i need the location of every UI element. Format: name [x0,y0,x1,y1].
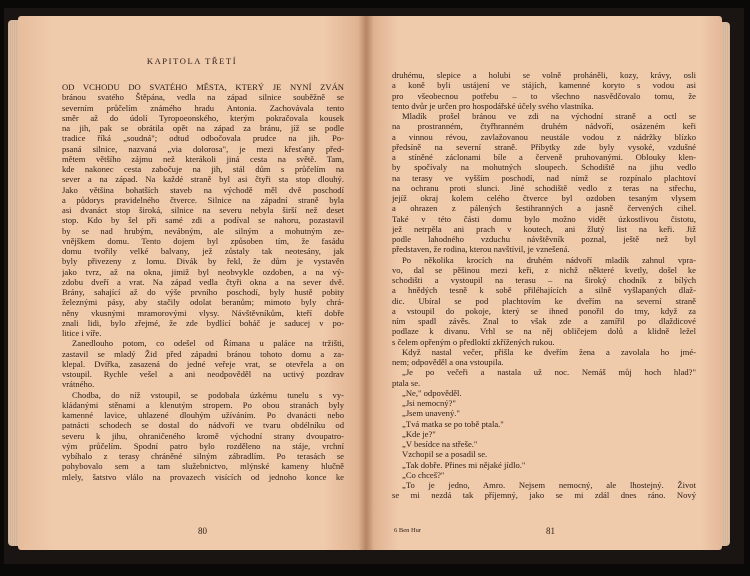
right-page-text [392,70,696,501]
text-line: něny vkusnými mramorovými vlysy. Návštěvníkům, kteří dobře [62,307,344,318]
text-line: na prostranném, čtyřhranném druhém nádvoří, osázeném keři [392,121,696,132]
text-line: „Kde je?" [402,428,436,439]
text-line: by spočívaly na mohutných sloupech. Schodiště na jihu vedlo [392,162,696,173]
text-line: a hnědých tesně k sobě přiléhajících a silně vyšlapaných dlaž- [392,285,696,296]
text-line: podlaze k divanu. Vrhl se na něj obličejem dolů a klidně ležel [392,326,696,337]
text-line: sever a na západ. Na každé straně byl asi čtyři sta stop dlouhý. [62,174,344,185]
text-line: Chodba, do níž vstoupil, se podobala úzkému tunelu s vy- [72,389,344,400]
text-line: „Ne," odpověděl. [402,387,462,398]
text-line: podle lahodného vzduchu návštěvník poznal, ještě než byl [392,234,696,244]
text-line: ptala se. [392,377,421,388]
text-line: se mi nezdá tak příjemný, jako se mi zdál dnes ráno. Nový [392,490,696,501]
text-line: směr až do údolí Tyropoeonského, kterým pokračovala kousek [62,112,344,123]
text-line: Také v této části domu bylo možno vidět úzkostlivou čistotu, [392,213,696,224]
text-line: Mladík prošel bránou ve zdi na východní straně a octl se [402,111,696,121]
text-line: dic. Ubíral se pod plachtovím ke dveřím na severní straně [392,295,696,306]
text-line: stop. Kdo by šel při samé zdi a podíval se nahoru, pozastavil [62,215,344,226]
text-line: domu tvořily velké balvany, jež zůstaly tak neotesány, jak [62,246,344,256]
text-line: litice i víře. [62,328,102,338]
text-line: zdobu dveří a vrat. Na západ vedla čtyři okna a na sever dvě. [62,276,344,287]
text-line: kamenné lavice, uhlazené dlouhým užíváním. Po dvanácti nebo [62,410,344,420]
text-line: vnějškem domu. Tento dojem byl způsoben tím, že fasádu [62,235,344,246]
text-line: znali lidi, bylo zřejmé, že zde bydlící boháč je saducej v po- [62,317,344,328]
text-line: asi dvanáct stop široká, silnice na severu nebyla širší než deset [62,205,344,215]
text-line: vo, dal se pěšinou mezi keři, z nichž některé kvetly, došel ke [392,264,696,275]
chapter-heading: KAPITOLA TŘETÍ [146,56,238,66]
text-line: a koně byli ustájení ve stájích, kamenné koryto s vodou asi [392,80,696,91]
text-line: jako tvrz, až na okna, jimiž byl neobvykle ozdoben, a na vý- [62,266,344,277]
text-line: vým průčelím. Spodní patro bylo rozděleno na stáje, vrchní [62,440,344,451]
text-line: bránou svatého Štěpána, vedla na západ silnice souběžně se [62,92,344,103]
text-line: s čelem opřeným o předloktí zkřížených rukou. [392,336,555,347]
text-line: jejíž okraj kolem celého čtverce byl ozdoben tesaným vlysem [392,193,696,203]
text-line: a půdorys pravidelného čtverce. Silnice na západní straně byla [62,194,344,205]
text-line: pro všeobecnou potřebu – to všechno nasvědčovalo tomu, že [392,90,696,101]
text-line: jež netrpěla ani prach v koutech, ani žlutý list na keři. Již [392,223,696,234]
text-line: a vstoupil do pokoje, který se ihned ponořil do tmy, když za [392,305,696,316]
text-line: by se nad hrubým, nevábným, ale silným a mohutným ze- [62,225,344,236]
text-line: „Jsem unavený." [402,408,460,419]
text-line: „Tak dobře. Přines mi nějaké jídlo." [402,459,526,470]
text-line: a ohrazen z pálených šestihranných a jasně červených cihel. [392,203,696,214]
text-line: Jako většina bohatších staveb na východě měl dvě poschodí [62,184,344,195]
text-line: kde nakonec cesta zabočuje na jih, stál dům s průčelím na [62,164,344,174]
right-page [366,16,722,550]
text-line: patnácti schodech se dostal do nádvoří ve tvaru obdélníku od [62,420,344,431]
text-line: „Je po večeři a nastala už noc. Nemáš můj hoch hlad?" [402,367,696,378]
text-line: Když nastal večer, přišla ke dveřím žena a zavolala ho jmé- [402,346,696,357]
text-line: „To je jedno, Amro. Nejsem nemocný, ale lhostejný. Život [402,480,696,490]
text-line: psaná silnice, nazvaná „via dolorosa", je mezi křesťany před- [62,143,344,154]
left-page [18,16,366,550]
text-line: „Co chceš?" [402,469,445,480]
text-line: Zanedlouho potom, co odešel od Římana u paláce na tržišti, [72,338,344,349]
text-line: „Jsi nemocný?" [402,398,456,408]
text-line: tento dvůr je určen pro hospodářské účely svého vlastníka. [392,100,594,111]
text-line: mětem většího zájmu než kterákoli jiná cesta na světě. Tam, [62,153,344,164]
text-line: vrátného. [62,379,95,390]
text-line: „Tvá matka se po tobě ptala." [402,418,504,429]
text-line: „V besídce na střeše." [402,439,478,449]
signature-mark: 6 Ben Hur [394,527,422,534]
book-gutter [358,16,374,550]
text-line: předsíně na severní straně. Příbytky zde byly vysoké, vzdušné [392,141,696,152]
text-line: Po několika krocích na druhém nádvoří mladík zahnul vpra- [402,254,696,265]
text-line: vybíhalo z terasy chráněné silným zábradlím. Po terasách se [62,451,344,461]
text-line: ním spadl závěs. Znal to však zde a zamířil po dlaždicové [392,316,696,326]
text-line: na ochranu proti slunci. Jiné schodiště vedlo z teras na střechu, [392,182,696,193]
text-line: zastavil se mladý Žid před západní bránou tohoto domu a za- [62,348,344,359]
text-line: mlely, šatstvo vlálo na provazech visících od jednoho konce ke [62,471,344,482]
text-line: představen, že rodina, kterou navštívil, je vznešená. [392,244,570,255]
text-line: severním průčelím známého hradu Antonia. Zachovávala tento [62,102,344,113]
text-line: a vinnou révou, zavlažovanou neustále vodou z nádržky blízko [392,131,696,142]
text-line: na terasy ve vyšším poschodí, nad nímž se rozpínalo plachtoví [392,172,696,183]
text-line: pohybovalo sem a tam služebnictvo, mlýnské kameny hlučně [62,461,344,472]
text-line: Brány, sahající až do výše prvního poschodí, byly hustě pobity [62,287,344,297]
left-page-text [62,82,344,482]
text-line: vstoupil. Rychle vešel a ani neodpověděl na uctivý pozdrav [62,369,344,379]
text-line: Vzchopil se a posadil se. [402,449,488,460]
left-page-number: 80 [198,526,207,536]
text-line: nem; odpověděl a ona vstoupila. [392,357,504,367]
text-line: kládanými stěnami a klenutým stropem. Po obou stranách byly [62,399,344,410]
text-line: OD VCHODU DO SVATÉHO MĚSTA, KTERÝ JE NYNÍ ZVÁN [62,82,344,92]
text-line: druhému, slepice a holubi se volně proháněli, kozy, krávy, osli [392,70,696,80]
text-line: klepal. Dvířka, zasazená do jedné veřeje vrat, se otevřela a on [62,358,344,369]
right-page-number: 81 [546,526,555,536]
text-line: železnými pásy, aby stačily odolat beranům; mimoto byly chrá- [62,297,344,308]
text-line: tradice říká „soudná"; odtud odbočovala prudce na jih. Po- [62,133,344,144]
text-line: schodišti a vystoupil na terasu – na široký chodník z bílých [392,275,696,285]
text-line: severu k jihu, ohraničeného kromě východní strany dvoupatro- [62,430,344,441]
text-line: a stíněné záclonami bíle a červeně pruhovanými. Oblouky klen- [392,152,696,162]
text-line: na jih, pak se obrátila opět na západ za bránu, jíž se podle [62,123,344,133]
text-line: byly přivezeny z lomu. Divák by řekl, že dům je vystavěn [62,256,344,267]
